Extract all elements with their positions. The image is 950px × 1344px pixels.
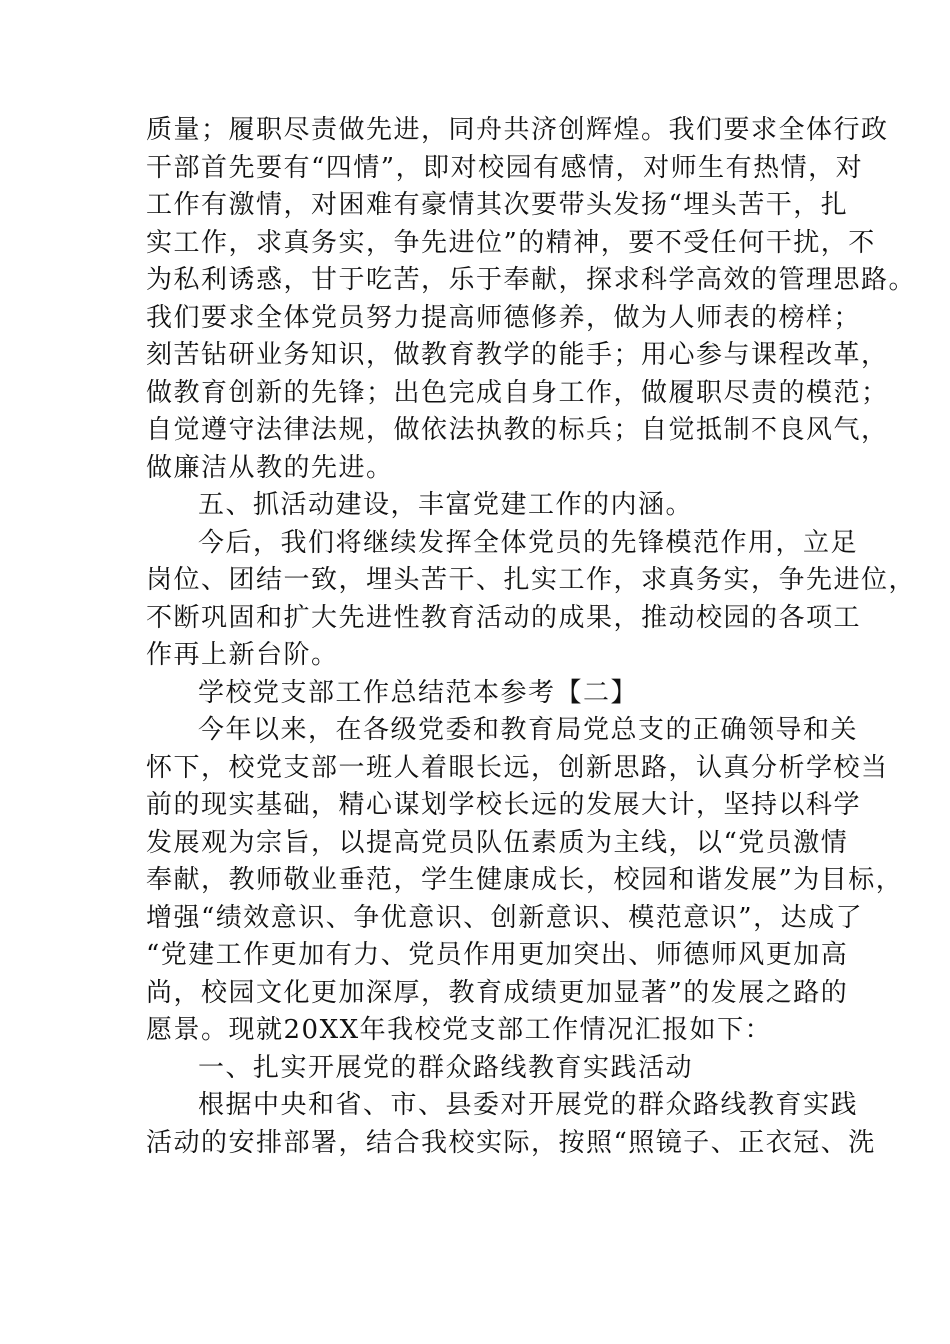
text-line: 今年以来，在各级党委和教育局党总支的正确领导和关 (198, 715, 859, 745)
body-text (146, 112, 917, 1162)
text-line: 发展观为宗旨，以提高党员队伍素质为主线，以“党员激情 (146, 827, 849, 858)
text-line: 质量；履职尽责做先进，同舟共济创辉煌。我们要求全体行政 (146, 115, 889, 145)
text-line: 自觉遵守法律法规，做依法执教的标兵；自觉抵制不良风气， (146, 415, 889, 445)
text-line: 不断巩固和扩大先进性教育活动的成果，推动校园的各项工 (146, 602, 862, 633)
text-line: 我们要求全体党员努力提高师德修养，做为人师表的榜样； (146, 302, 862, 333)
text-line: “党建工作更加有力、党员作用更加突出、师德师风更加高 (146, 940, 849, 970)
text-line: 为私利诱惑，甘于吃苦，乐于奉献，探求科学高效的管理思路。 (146, 265, 917, 295)
text-line: 实工作，求真务实，争先进位”的精神，要不受任何干扰，不 (146, 227, 876, 258)
text-line: 增强“绩效意识、争优意识、创新意识、模范意识”，达成了 (146, 902, 864, 933)
text-line: 奉献，教师敬业垂范，学生健康成长，校园和谐发展”为目标， (146, 865, 904, 895)
text-line: 做廉洁从教的先进。 (146, 452, 394, 483)
text-line: 岗位、团结一致，埋头苦干、扎实工作，求真务实，争先进位， (146, 565, 917, 595)
section-heading: 一、扎实开展党的群众路线教育实践活动 (198, 1052, 694, 1083)
text-line: 根据中央和省、市、县委对开展党的群众路线教育实践 (198, 1090, 859, 1120)
text-line: 做教育创新的先锋；出色完成自身工作，做履职尽责的模范； (146, 377, 889, 408)
text-line: 工作有激情，对困难有豪情其次要带头发扬“埋头苦干，扎 (146, 190, 849, 220)
document-subtitle: 学校党支部工作总结范本参考【二】 (198, 677, 639, 708)
text-line: 活动的安排部署，结合我校实际，按照“照镜子、正衣冠、洗 (146, 1127, 876, 1158)
text-line: 今后，我们将继续发挥全体党员的先锋模范作用，立足 (198, 527, 859, 558)
text-line: 作再上新台阶。 (146, 640, 339, 670)
text-line: 怀下，校党支部一班人着眼长远，创新思路，认真分析学校当 (146, 752, 889, 783)
text-line: 干部首先要有“四情”，即对校园有感情，对师生有热情，对 (146, 152, 864, 183)
text-line: 愿景。现就20XX年我校党支部工作情况汇报如下： (146, 1015, 773, 1045)
text-line: 尚，校园文化更加深厚，教育成绩更加显著”的发展之路的 (146, 977, 849, 1008)
text-line: 前的现实基础，精心谋划学校长远的发展大计，坚持以科学 (146, 790, 862, 820)
text-line: 刻苦钻研业务知识，做教育教学的能手；用心参与课程改革， (146, 340, 889, 370)
section-heading: 五、抓活动建设，丰富党建工作的内涵。 (198, 490, 694, 520)
